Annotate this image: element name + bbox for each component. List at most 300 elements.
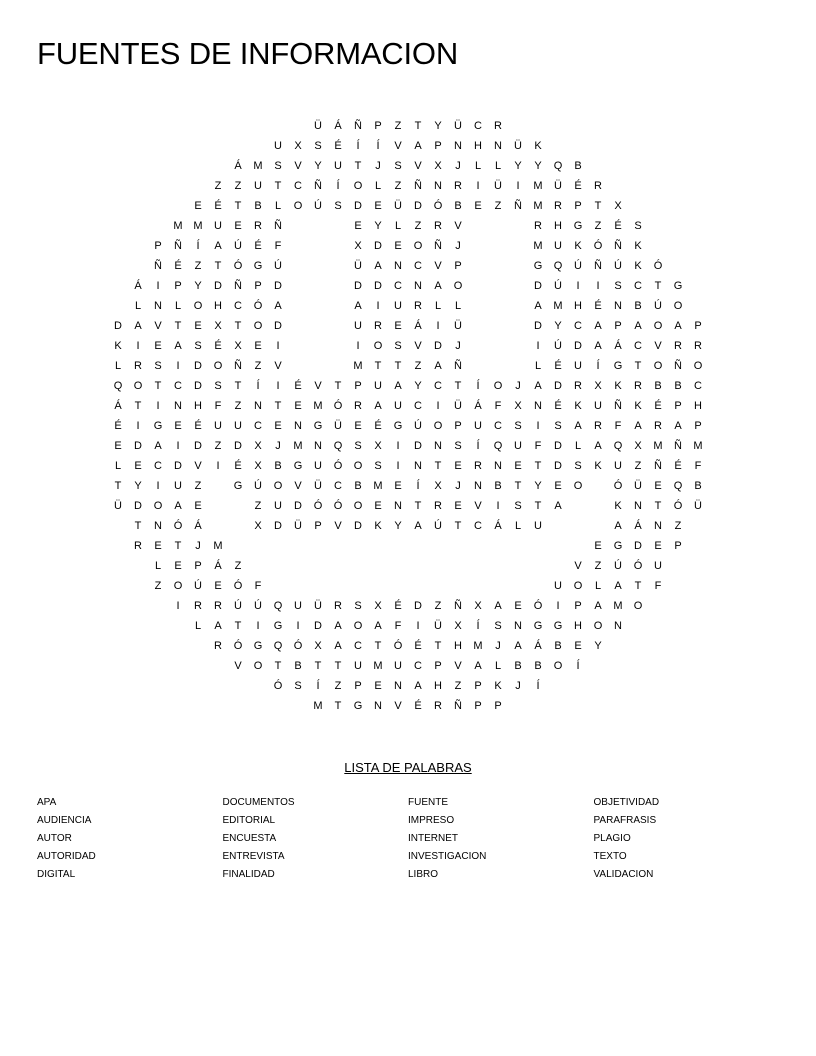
grid-letter: T [454,380,462,392]
grid-letter: D [294,500,302,512]
grid-letter [688,136,708,156]
grid-letter: É [214,200,222,212]
grid-letter [348,576,368,596]
grid-letter: H [574,300,582,312]
grid-letter [148,596,168,616]
grid-letter [668,216,688,236]
grid-letter: D [274,280,282,292]
grid-letter [108,696,128,716]
grid-letter: E [234,220,242,232]
grid-letter [328,296,348,316]
grid-letter: T [374,360,382,372]
grid-letter: Ú [554,280,562,292]
grid-letter: O [213,360,223,372]
grid-letter: N [474,480,482,492]
grid-letter [568,516,588,536]
grid-letter: D [234,440,242,452]
grid-letter [608,176,628,196]
grid-letter [108,116,128,136]
grid-letter [108,536,128,556]
grid-letter: V [414,340,422,352]
grid-letter [228,496,248,516]
grid-letter: F [614,420,622,432]
grid-letter: S [314,140,322,152]
grid-letter: I [436,400,440,412]
grid-letter [488,236,508,256]
grid-letter: U [554,240,562,252]
grid-letter: E [374,500,382,512]
grid-letter: V [454,660,462,672]
grid-letter [508,256,528,276]
grid-letter: J [275,440,281,452]
grid-letter [528,116,548,136]
grid-letter: G [533,260,543,272]
grid-letter: Y [314,160,322,172]
word-list-column [223,794,409,884]
grid-letter [248,696,268,716]
grid-letter [608,636,628,656]
grid-letter: U [614,460,622,472]
grid-letter: T [534,460,542,472]
grid-letter: T [234,380,242,392]
grid-letter [228,136,248,156]
grid-letter: I [256,620,260,632]
grid-letter: Ñ [234,280,242,292]
grid-letter: Ú [254,480,262,492]
grid-letter [208,696,228,716]
grid-letter: M [213,540,223,552]
grid-letter: Y [374,220,382,232]
grid-letter [408,556,428,576]
grid-letter: E [374,200,382,212]
grid-letter [328,536,348,556]
grid-letter: T [134,520,142,532]
grid-letter [188,656,208,676]
grid-letter: U [374,380,382,392]
grid-letter: I [396,440,400,452]
grid-letter: X [434,160,442,172]
grid-letter: Y [594,640,602,652]
grid-letter: P [674,540,682,552]
grid-letter [468,336,488,356]
grid-letter [508,116,528,136]
grid-letter: P [474,700,482,712]
grid-letter: U [234,420,242,432]
grid-letter [108,636,128,656]
grid-letter: L [574,440,582,452]
grid-letter: G [253,640,263,652]
grid-letter: A [374,620,382,632]
grid-letter: Í [476,380,480,392]
grid-letter: C [414,400,422,412]
grid-letter: A [594,320,602,332]
grid-letter: Ü [554,180,562,192]
grid-letter: C [434,380,442,392]
grid-letter [648,676,668,696]
grid-letter: R [354,400,362,412]
grid-letter: Q [113,380,123,392]
grid-letter [628,136,648,156]
grid-letter [688,256,708,276]
grid-letter: B [554,640,562,652]
grid-letter: É [414,640,422,652]
grid-letter: T [274,400,282,412]
grid-letter [328,336,348,356]
grid-letter: A [134,320,142,332]
grid-letter [128,596,148,616]
grid-letter [688,636,708,656]
grid-letter [368,576,388,596]
grid-letter: B [354,480,362,492]
grid-letter: Q [493,440,503,452]
grid-letter: G [273,620,283,632]
grid-letter: A [514,640,522,652]
grid-letter: R [654,420,662,432]
grid-letter: Á [234,160,242,172]
grid-letter [688,236,708,256]
grid-letter: E [654,540,662,552]
grid-letter [568,116,588,136]
grid-letter [108,196,128,216]
grid-letter: Ó [273,680,283,692]
grid-letter: Á [534,640,542,652]
grid-letter: J [375,160,381,172]
grid-letter: D [554,460,562,472]
grid-letter: R [494,120,502,132]
grid-letter [448,536,468,556]
grid-letter: L [494,160,502,172]
grid-letter: A [434,280,442,292]
grid-letter: R [694,340,702,352]
grid-letter: E [114,440,122,452]
grid-letter: Ü [114,500,122,512]
grid-letter [248,116,268,136]
grid-letter [668,136,688,156]
grid-letter [488,576,508,596]
grid-letter: I [276,380,280,392]
grid-letter: P [454,420,462,432]
grid-letter [688,656,708,676]
grid-letter: M [253,160,263,172]
grid-letter: V [294,480,302,492]
grid-letter [128,256,148,276]
grid-letter: Ó [333,400,343,412]
grid-letter [668,656,688,676]
grid-letter: N [494,140,502,152]
grid-letter: D [194,440,202,452]
grid-letter: É [614,220,622,232]
grid-letter [648,156,668,176]
grid-letter [108,516,128,536]
grid-letter [688,296,708,316]
grid-letter: O [253,320,263,332]
grid-letter [188,636,208,656]
grid-letter: N [394,680,402,692]
grid-letter: A [354,300,362,312]
grid-letter: M [533,240,543,252]
grid-letter: É [294,380,302,392]
grid-letter: T [334,380,342,392]
grid-letter: B [254,200,262,212]
grid-letter [328,576,348,596]
grid-letter [168,116,188,136]
grid-letter [168,656,188,676]
grid-letter: Ñ [274,220,282,232]
grid-letter: S [394,340,402,352]
grid-letter: U [534,520,542,532]
grid-letter: Ú [554,340,562,352]
grid-letter: Ü [294,520,302,532]
grid-letter: Q [673,480,683,492]
grid-letter: V [394,140,402,152]
grid-letter [248,676,268,696]
grid-letter: F [254,580,262,592]
grid-letter: V [334,520,342,532]
grid-letter: T [334,700,342,712]
grid-letter [508,336,528,356]
word-list-item: EDITORIAL [222,815,276,826]
grid-letter: D [414,440,422,452]
grid-letter: F [694,460,702,472]
grid-letter: I [596,280,600,292]
grid-letter [548,516,568,536]
grid-letter: B [634,300,642,312]
grid-letter [208,156,228,176]
grid-letter: R [134,540,142,552]
grid-letter: U [354,320,362,332]
grid-letter: U [394,300,402,312]
grid-letter [128,156,148,176]
grid-letter: Á [214,560,222,572]
grid-letter: X [434,480,442,492]
grid-letter: Ó [233,640,243,652]
grid-letter [568,496,588,516]
grid-letter: R [594,420,602,432]
grid-letter: J [515,680,521,692]
grid-letter: J [455,480,461,492]
grid-letter: A [154,440,162,452]
word-list-item: INVESTIGACION [408,851,487,862]
grid-letter [628,116,648,136]
grid-letter [588,156,608,176]
grid-letter: Ó [313,500,323,512]
grid-letter: A [594,440,602,452]
grid-letter: Ü [494,180,502,192]
grid-letter: S [574,460,582,472]
grid-letter: É [394,600,402,612]
grid-letter: Z [594,220,602,232]
grid-letter: I [136,420,140,432]
grid-letter [508,296,528,316]
grid-letter [128,176,148,196]
grid-letter: M [533,200,543,212]
grid-letter: Í [536,680,540,692]
grid-letter [308,356,328,376]
grid-letter: Z [234,180,242,192]
grid-letter: I [376,300,380,312]
grid-letter: Ñ [674,360,682,372]
grid-letter [268,576,288,596]
grid-letter [648,116,668,136]
grid-letter: A [674,420,682,432]
grid-letter: L [174,300,182,312]
grid-letter [668,176,688,196]
grid-letter [668,236,688,256]
grid-letter: P [314,520,322,532]
grid-letter [628,656,648,676]
grid-letter: I [296,620,300,632]
grid-letter [488,256,508,276]
grid-letter: C [294,180,302,192]
grid-letter: X [234,340,242,352]
grid-letter [688,196,708,216]
grid-letter: P [434,140,442,152]
grid-letter [308,556,328,576]
grid-letter: T [454,520,462,532]
grid-letter: N [254,400,262,412]
grid-letter: I [176,360,180,372]
grid-letter: I [396,460,400,472]
grid-letter: A [174,340,182,352]
grid-letter [468,536,488,556]
grid-letter [148,616,168,636]
grid-letter: P [574,200,582,212]
grid-letter: V [274,360,282,372]
grid-letter: Ú [234,600,242,612]
grid-letter: G [533,620,543,632]
grid-letter [468,256,488,276]
grid-letter: R [574,380,582,392]
grid-letter [688,276,708,296]
grid-letter: É [254,240,262,252]
grid-letter: B [654,380,662,392]
grid-letter: Ñ [234,360,242,372]
grid-letter [628,696,648,716]
grid-letter [288,236,308,256]
grid-letter: U [214,420,222,432]
grid-letter: D [114,320,122,332]
grid-letter: M [533,180,543,192]
grid-letter: C [694,380,702,392]
grid-letter: T [214,260,222,272]
grid-letter: A [614,580,622,592]
grid-letter: A [414,520,422,532]
grid-letter [308,336,328,356]
grid-letter: E [154,340,162,352]
grid-letter: N [374,700,382,712]
grid-letter: S [214,380,222,392]
grid-letter: H [474,140,482,152]
grid-letter: S [194,340,202,352]
grid-letter: A [334,640,342,652]
grid-letter: R [214,600,222,612]
grid-letter: Z [234,560,242,572]
grid-letter: I [496,500,500,512]
grid-letter [548,556,568,576]
grid-letter: T [414,500,422,512]
grid-letter: R [534,220,542,232]
grid-letter: L [154,560,162,572]
grid-letter: U [254,180,262,192]
grid-letter: T [654,500,662,512]
grid-letter: E [194,200,202,212]
grid-letter: H [214,300,222,312]
grid-letter: Ñ [594,260,602,272]
grid-letter: E [514,600,522,612]
grid-letter: V [654,340,662,352]
grid-letter: Ó [393,640,403,652]
grid-letter: K [614,380,622,392]
grid-letter: E [454,500,462,512]
word-list-item: LIBRO [408,869,439,880]
grid-letter: D [274,320,282,332]
grid-letter: E [574,640,582,652]
grid-letter: É [174,260,182,272]
grid-letter: K [574,400,582,412]
grid-letter: D [374,280,382,292]
grid-letter: B [534,660,542,672]
word-list-column [594,794,780,884]
grid-letter [248,536,268,556]
grid-letter: O [253,660,263,672]
grid-letter: Á [634,520,642,532]
grid-letter: S [354,600,362,612]
word-list-item: PLAGIO [593,833,631,844]
grid-letter: A [534,380,542,392]
grid-letter: Q [273,640,283,652]
grid-letter: D [554,440,562,452]
grid-letter: D [374,240,382,252]
grid-letter: A [534,300,542,312]
word-list-item: FINALIDAD [222,869,275,880]
grid-letter: N [154,300,162,312]
grid-letter: O [493,380,503,392]
grid-letter [448,556,468,576]
grid-letter: A [414,680,422,692]
grid-letter: C [334,480,342,492]
grid-letter: U [294,600,302,612]
grid-letter: N [314,440,322,452]
grid-letter: O [453,280,463,292]
grid-letter [228,116,248,136]
grid-letter: F [534,440,542,452]
grid-letter [548,536,568,556]
grid-letter: K [534,140,542,152]
grid-letter: X [634,440,642,452]
grid-letter [608,696,628,716]
grid-letter: S [294,680,302,692]
grid-letter [168,176,188,196]
grid-letter: U [174,480,182,492]
grid-letter: V [474,500,482,512]
grid-letter: C [414,260,422,272]
grid-letter: C [574,320,582,332]
grid-letter: O [573,480,583,492]
grid-letter [328,556,348,576]
grid-letter: A [214,620,222,632]
grid-letter [588,656,608,676]
grid-letter [228,696,248,716]
grid-letter: N [494,460,502,472]
grid-letter: M [173,220,183,232]
grid-letter: G [253,260,263,272]
grid-letter [488,316,508,336]
grid-letter: X [594,380,602,392]
grid-letter: O [193,300,203,312]
grid-letter: D [314,620,322,632]
grid-letter: Ü [634,480,642,492]
grid-letter [668,116,688,136]
